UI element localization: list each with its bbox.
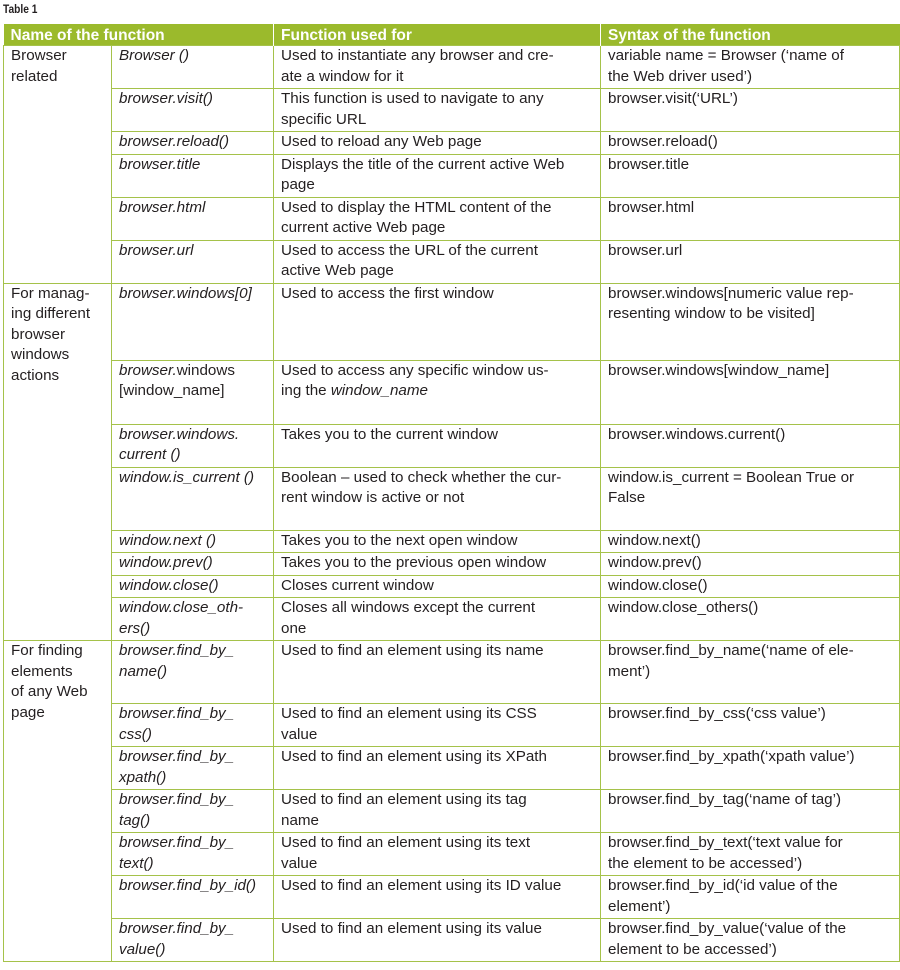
table-row	[4, 197, 900, 240]
function-syntax: window.close_others()	[601, 598, 900, 641]
table-row	[4, 876, 900, 919]
function-name: window.is_current ()	[112, 467, 274, 530]
table-row	[4, 46, 900, 89]
function-use: Used to find an element using its name	[274, 641, 601, 704]
table-row	[4, 641, 900, 704]
header-name-of-function: Name of the function	[4, 24, 274, 46]
function-use-part: Used to access any specific window us- ing the	[281, 361, 549, 399]
function-table	[3, 24, 900, 962]
function-name: browser.windows[0]	[112, 283, 274, 360]
function-name: window.close_oth- ers()	[112, 598, 274, 641]
function-name: browser.visit()	[112, 89, 274, 132]
function-syntax: browser.title	[601, 154, 900, 197]
table-row	[4, 553, 900, 576]
function-name: browser.find_by_ tag()	[112, 790, 274, 833]
function-name: browser.reload()	[112, 132, 274, 155]
function-syntax: browser.visit(‘URL’)	[601, 89, 900, 132]
function-use: Closes current window	[274, 575, 601, 598]
function-syntax: browser.html	[601, 197, 900, 240]
function-use: Used to display the HTML content of the current active Web page	[274, 197, 601, 240]
function-use: Used to instantiate any browser and cre- ate a window for it	[274, 46, 601, 89]
function-use: Used to reload any Web page	[274, 132, 601, 155]
function-name-part: browser.	[119, 361, 177, 379]
table-row	[4, 467, 900, 530]
table-row	[4, 132, 900, 155]
function-syntax: browser.windows[window_name]	[601, 360, 900, 424]
function-syntax: browser.find_by_id(‘id value of the element’)	[601, 876, 900, 919]
function-syntax: browser.find_by_text(‘text value for the element to be accessed’)	[601, 833, 900, 876]
group-browser-related: Browser related	[4, 46, 112, 284]
function-name: browser.find_by_ css()	[112, 704, 274, 747]
function-use: Used to find an element using its tag name	[274, 790, 601, 833]
table-row	[4, 240, 900, 283]
function-use: Used to access the first window	[274, 283, 601, 360]
function-syntax: browser.find_by_css(‘css value’)	[601, 704, 900, 747]
function-syntax: browser.find_by_xpath(‘xpath value’)	[601, 747, 900, 790]
function-syntax: window.next()	[601, 530, 900, 553]
function-use: Displays the title of the current active Web page	[274, 154, 601, 197]
function-name: browser.title	[112, 154, 274, 197]
function-syntax: window.is_current = Boolean True or False	[601, 467, 900, 530]
function-name: browser.find_by_ text()	[112, 833, 274, 876]
function-syntax: browser.windows.current()	[601, 424, 900, 467]
function-syntax: window.prev()	[601, 553, 900, 576]
function-name: browser.find_by_ xpath()	[112, 747, 274, 790]
table-caption: Table 1	[3, 2, 38, 16]
group-managing-windows: For manag- ing different browser windows actions	[4, 283, 112, 641]
function-name: window.close()	[112, 575, 274, 598]
table-row	[4, 424, 900, 467]
function-name: window.next ()	[112, 530, 274, 553]
function-name: window.prev()	[112, 553, 274, 576]
function-use: Takes you to the next open window	[274, 530, 601, 553]
function-use: Used to access the URL of the current active Web page	[274, 240, 601, 283]
function-use: Used to find an element using its text value	[274, 833, 601, 876]
group-finding-elements: For finding elements of any Web page	[4, 641, 112, 962]
function-use: Used to find an element using its value	[274, 919, 601, 962]
table-row	[4, 833, 900, 876]
function-use-part: window_name	[330, 382, 428, 399]
function-syntax: browser.reload()	[601, 132, 900, 155]
function-use: Boolean – used to check whether the cur- rent window is active or not	[274, 467, 601, 530]
table-row	[4, 360, 900, 424]
table-row	[4, 704, 900, 747]
function-name: browser.find_by_ name()	[112, 641, 274, 704]
function-use: Takes you to the current window	[274, 424, 601, 467]
table-row	[4, 575, 900, 598]
function-use: Used to find an element using its ID value	[274, 876, 601, 919]
table-row	[4, 747, 900, 790]
function-name: Browser ()	[112, 46, 274, 89]
table-row	[4, 154, 900, 197]
function-name: browser.html	[112, 197, 274, 240]
function-use: Used to find an element using its XPath	[274, 747, 601, 790]
function-syntax: browser.find_by_value(‘value of the element to be accessed’)	[601, 919, 900, 962]
function-name: browser.find_by_ value()	[112, 919, 274, 962]
function-use: Closes all windows except the current one	[274, 598, 601, 641]
function-use: This function is used to navigate to any specific URL	[274, 89, 601, 132]
function-name: browser.windows. current ()	[112, 424, 274, 467]
table-row	[4, 89, 900, 132]
function-name	[112, 360, 274, 424]
function-name-part: windows	[176, 361, 235, 379]
function-syntax: browser.url	[601, 240, 900, 283]
function-syntax: window.close()	[601, 575, 900, 598]
function-syntax: variable name = Browser (‘name of the Web driver used’)	[601, 46, 900, 89]
function-use: Takes you to the previous open window	[274, 553, 601, 576]
table-header-row	[4, 24, 900, 46]
table-row	[4, 598, 900, 641]
table-row	[4, 790, 900, 833]
function-name-part: [window_name]	[119, 382, 225, 399]
header-function-used-for: Function used for	[274, 24, 601, 46]
function-use: Used to find an element using its CSS value	[274, 704, 601, 747]
table-row	[4, 919, 900, 962]
function-syntax: browser.find_by_name(‘name of ele- ment’)	[601, 641, 900, 704]
function-syntax: browser.find_by_tag(‘name of tag’)	[601, 790, 900, 833]
function-use	[274, 360, 601, 424]
table-row	[4, 530, 900, 553]
function-name: browser.find_by_id()	[112, 876, 274, 919]
function-name: browser.url	[112, 240, 274, 283]
function-syntax: browser.windows[numeric value rep- resenting window to be visited]	[601, 283, 900, 360]
table-row	[4, 283, 900, 360]
header-syntax: Syntax of the function	[601, 24, 900, 46]
